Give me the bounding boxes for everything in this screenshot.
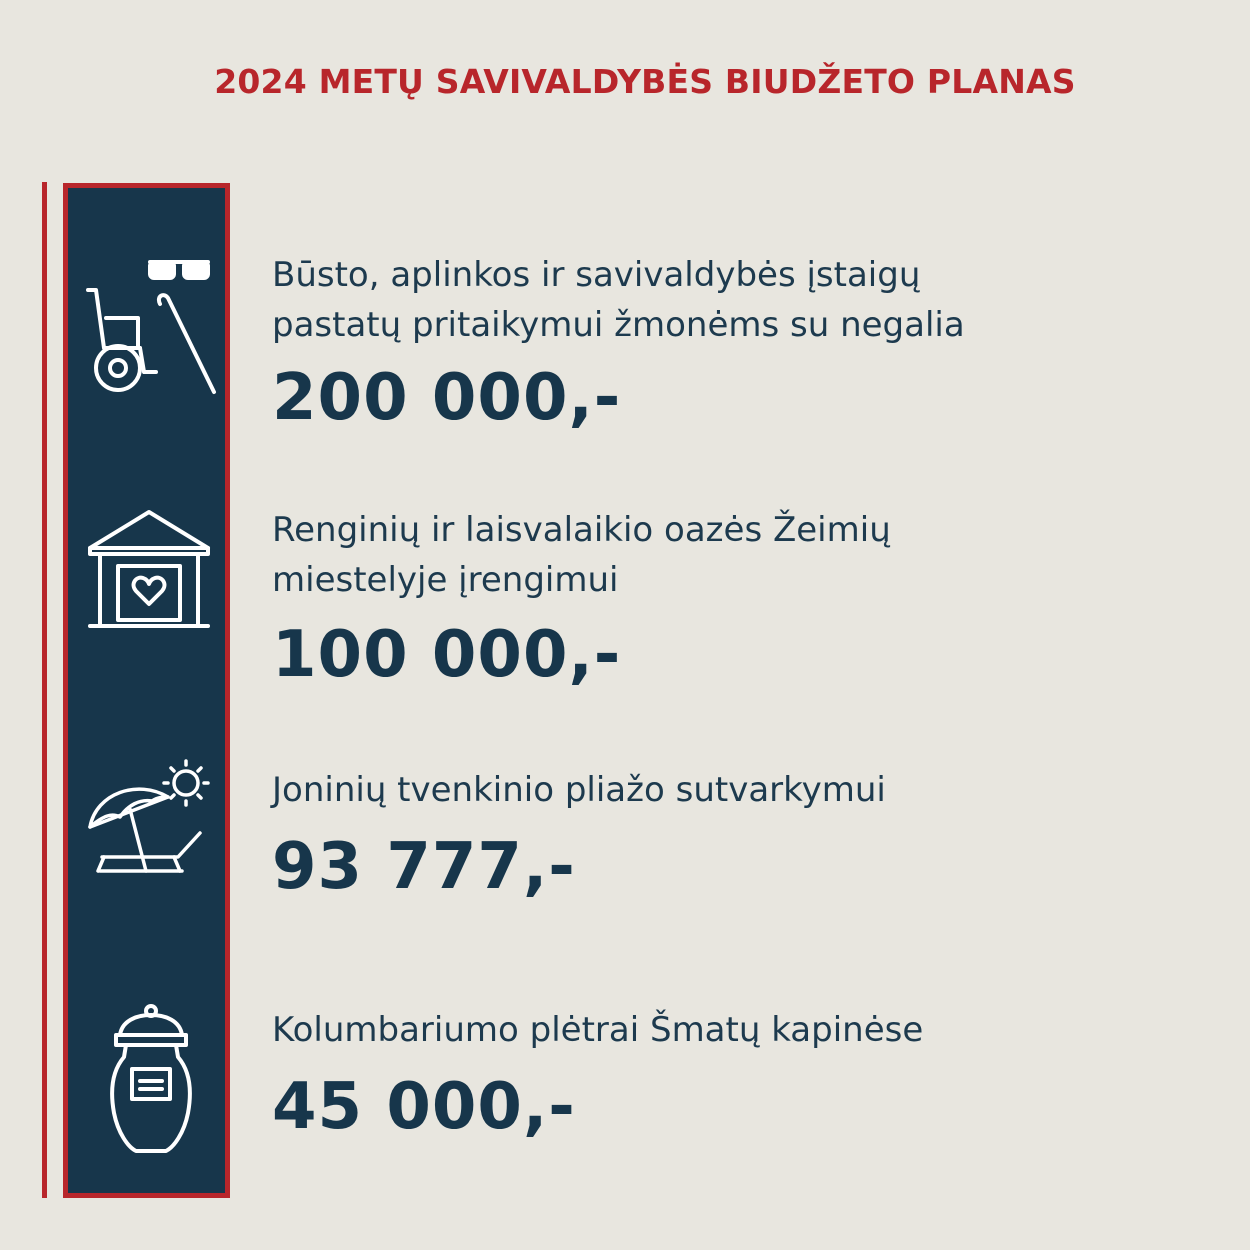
item-amount: 100 000,-	[272, 618, 622, 692]
beach-umbrella-icon	[82, 753, 218, 888]
item-amount: 200 000,-	[272, 361, 622, 435]
item-description-line: miestelyje įrengimui	[272, 560, 619, 600]
item-description	[272, 250, 1222, 350]
budget-item-columbarium	[272, 1005, 1222, 1144]
pavilion-heart-icon	[86, 508, 212, 633]
red-accent-line	[42, 182, 47, 1198]
item-description-line: Renginių ir laisvalaikio oazės Žeimių	[272, 510, 891, 550]
item-description	[272, 1005, 1222, 1055]
accessibility-icon	[80, 248, 220, 398]
item-description-line: pastatų pritaikymui žmonėms su negalia	[272, 305, 965, 345]
budget-item-beach	[272, 765, 1222, 904]
item-description	[272, 505, 1222, 605]
budget-item-accessibility	[272, 250, 1222, 435]
item-description	[272, 765, 1222, 815]
item-amount: 45 000,-	[272, 1070, 576, 1144]
item-description-line: Būsto, aplinkos ir savivaldybės įstaigų	[272, 255, 921, 295]
icon-panel	[63, 183, 230, 1198]
item-amount: 93 777,-	[272, 830, 576, 904]
urn-icon	[106, 1001, 196, 1156]
page-title: 2024 METŲ SAVIVALDYBĖS BIUDŽETO PLANAS	[214, 62, 1076, 101]
item-description-line: Kolumbariumo plėtrai Šmatų kapinėse	[272, 1010, 924, 1050]
budget-item-leisure-oasis	[272, 505, 1222, 692]
item-description-line: Joninių tvenkinio pliažo sutvarkymui	[272, 770, 886, 810]
